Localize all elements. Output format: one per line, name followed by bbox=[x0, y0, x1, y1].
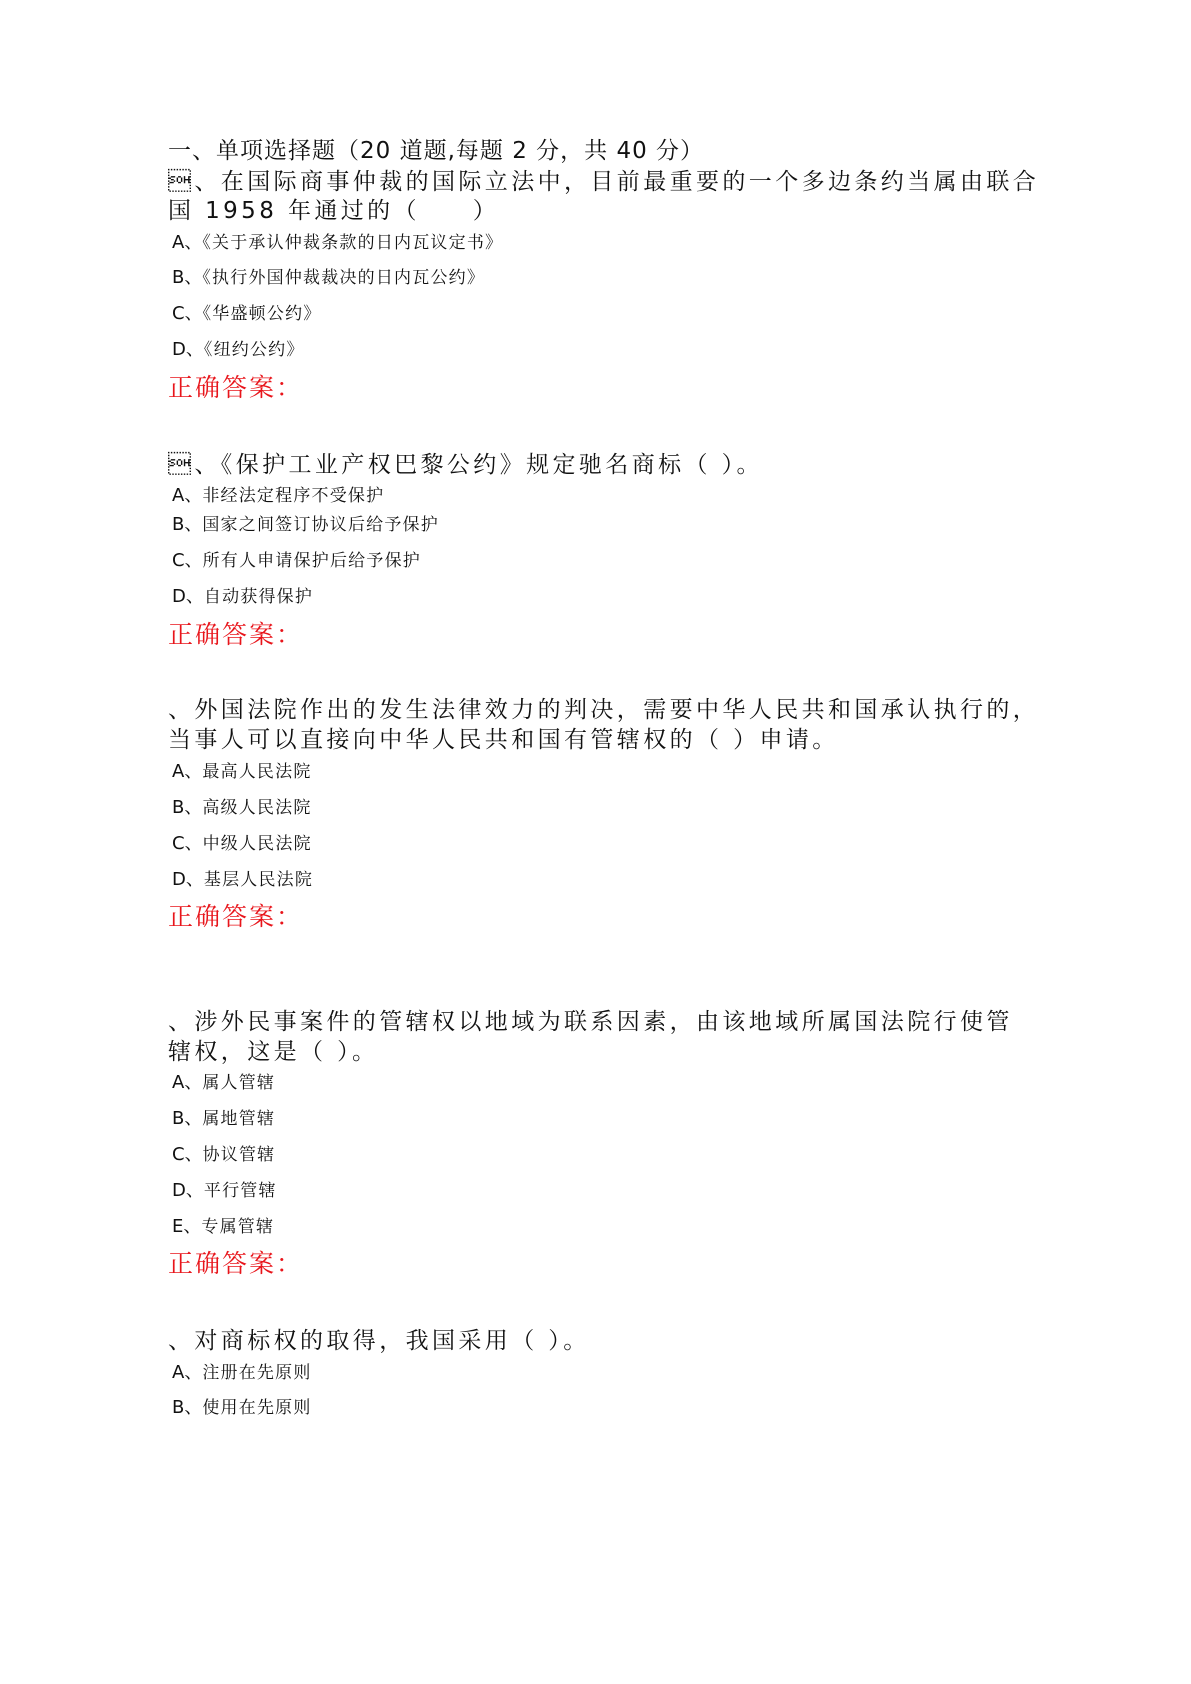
question-1-option-d bbox=[172, 335, 305, 361]
question-2-option-a bbox=[172, 481, 384, 507]
option-letter: B、 bbox=[172, 1108, 203, 1129]
option-letter: E、 bbox=[172, 1216, 202, 1237]
option-letter: D、 bbox=[172, 339, 204, 360]
question-4-option-a bbox=[172, 1068, 275, 1094]
option-letter: C、 bbox=[172, 1144, 203, 1165]
option-text: 《关于承认仲裁条款的日内瓦议定书》 bbox=[202, 233, 504, 253]
option-text: 协议管辖 bbox=[202, 1145, 276, 1165]
question-1-option-a bbox=[172, 228, 503, 254]
question-2-option-c bbox=[172, 546, 421, 572]
question-2-option-b bbox=[172, 510, 439, 536]
question-2-option-d bbox=[172, 582, 313, 608]
question-5-option-a bbox=[172, 1358, 312, 1384]
option-text: 基层人民法院 bbox=[203, 870, 314, 890]
question-3-text-line-1: 、外国法院作出的发生法律效力的判决，需要中华人民共和国承认执行的， bbox=[168, 697, 1040, 723]
question-2-answer-label: 正确答案： bbox=[168, 620, 304, 649]
question-3-option-d bbox=[172, 865, 313, 891]
option-text: 国家之间签订协议后给予保护 bbox=[202, 515, 439, 535]
question-1-option-b bbox=[172, 263, 485, 289]
option-text: 专属管辖 bbox=[201, 1217, 275, 1237]
question-3-option-c bbox=[172, 829, 312, 855]
option-text: 自动获得保护 bbox=[203, 587, 314, 607]
question-1-text-line-2: 国 1958 年通过的（ ） bbox=[168, 198, 500, 224]
option-letter: A、 bbox=[172, 485, 203, 506]
option-text: 最高人民法院 bbox=[202, 762, 312, 782]
option-text: 非经法定程序不受保护 bbox=[202, 486, 385, 506]
option-text: 《纽约公约》 bbox=[203, 340, 305, 360]
option-text: 使用在先原则 bbox=[202, 1398, 312, 1418]
option-text: 《华盛顿公约》 bbox=[202, 304, 322, 324]
question-4-option-e bbox=[172, 1212, 274, 1238]
question-2-text-line-1: 、《保护工业产权巴黎公约》规定驰名商标（ ）。 bbox=[168, 452, 763, 478]
question-4-answer-label: 正确答案： bbox=[168, 1249, 304, 1278]
option-text: 属地管辖 bbox=[202, 1109, 276, 1129]
option-letter: D、 bbox=[172, 586, 204, 607]
option-letter: A、 bbox=[172, 1072, 203, 1093]
question-3-text-line-2: 当事人可以直接向中华人民共和国有管辖权的（ ）申请。 bbox=[168, 727, 839, 753]
question-1-text-line-1: 、在国际商事仲裁的国际立法中，目前最重要的一个多边条约当属由联合 bbox=[168, 169, 1040, 195]
section-title: 一、单项选择题（20 道题,每题 2 分，共 40 分） bbox=[168, 138, 705, 164]
question-1-option-c bbox=[172, 299, 321, 325]
question-5-option-b bbox=[172, 1393, 312, 1419]
option-letter: D、 bbox=[172, 869, 204, 890]
option-letter: A、 bbox=[172, 232, 203, 253]
option-letter: A、 bbox=[172, 1362, 203, 1383]
question-3-option-b bbox=[172, 793, 312, 819]
option-letter: C、 bbox=[172, 303, 203, 324]
option-letter: A、 bbox=[172, 761, 203, 782]
option-text: 中级人民法院 bbox=[202, 834, 312, 854]
question-4-text-line-2: 辖权，这是（ ）。 bbox=[168, 1039, 379, 1065]
option-letter: B、 bbox=[172, 1397, 203, 1418]
question-4-option-d bbox=[172, 1176, 277, 1202]
option-text: 《执行外国仲裁裁决的日内瓦公约》 bbox=[202, 268, 486, 288]
option-text: 高级人民法院 bbox=[202, 798, 312, 818]
question-3-option-a bbox=[172, 757, 312, 783]
option-letter: B、 bbox=[172, 797, 203, 818]
option-text: 平行管辖 bbox=[203, 1181, 277, 1201]
option-letter: D、 bbox=[172, 1180, 204, 1201]
option-text: 属人管辖 bbox=[202, 1073, 276, 1093]
option-letter: C、 bbox=[172, 833, 203, 854]
option-text: 注册在先原则 bbox=[202, 1363, 312, 1383]
option-letter: B、 bbox=[172, 267, 203, 288]
question-3-answer-label: 正确答案： bbox=[168, 902, 304, 931]
question-5-text-line-1: 、对商标权的取得，我国采用（ ）。 bbox=[168, 1328, 590, 1354]
option-letter: C、 bbox=[172, 550, 203, 571]
question-1-answer-label: 正确答案： bbox=[168, 373, 304, 402]
question-4-option-b bbox=[172, 1104, 275, 1130]
option-text: 所有人申请保护后给予保护 bbox=[202, 551, 421, 571]
option-letter: B、 bbox=[172, 514, 203, 535]
question-4-option-c bbox=[172, 1140, 275, 1166]
question-4-text-line-1: 、涉外民事案件的管辖权以地域为联系因素，由该地域所属国法院行使管 bbox=[168, 1009, 1013, 1035]
